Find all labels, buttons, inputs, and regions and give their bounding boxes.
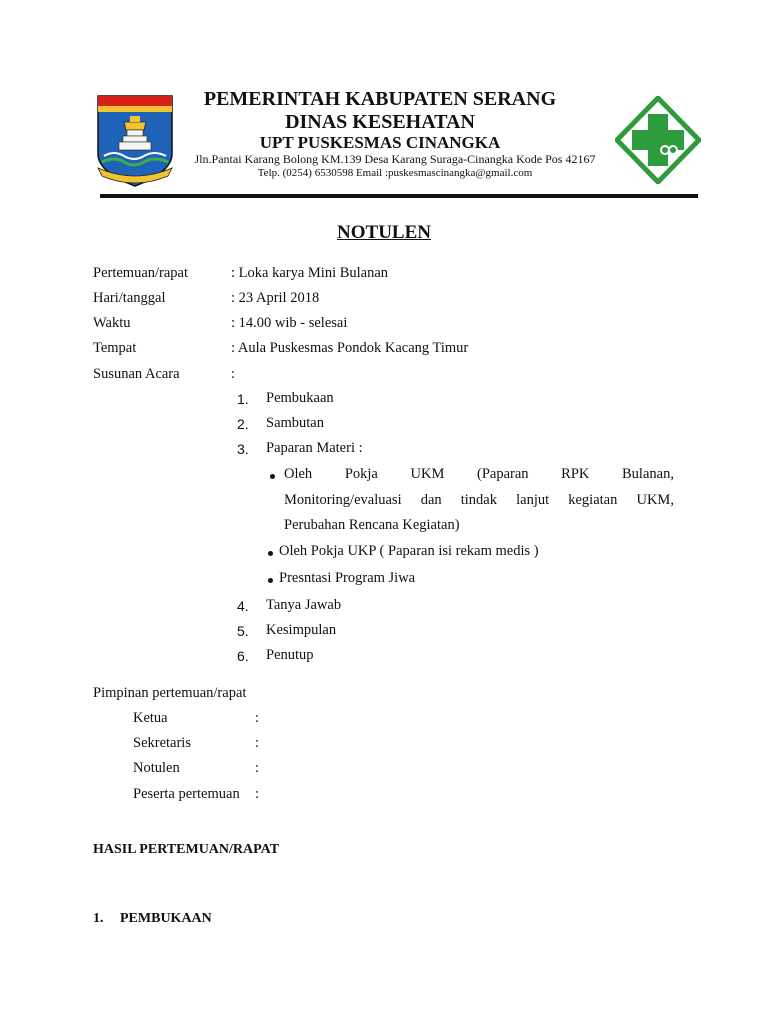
leader-label-notetaker: Notulen (133, 760, 180, 776)
bullet-1-line-1: Oleh Pokja UKM (Paparan RPK Bulanan, (284, 466, 674, 482)
section-title: PEMBUKAAN (120, 911, 212, 926)
agenda-number: 1. (237, 391, 249, 407)
bullet-1-line-3: Perubahan Rencana Kegiatan) (284, 517, 460, 533)
leader-colon: : (255, 786, 260, 802)
results-heading: HASIL PERTEMUAN/RAPAT (93, 842, 280, 857)
header-institution: UPT PUSKESMAS CINANGKA (259, 133, 501, 152)
bullet-dot (270, 474, 275, 479)
bullet-dot (268, 578, 273, 583)
agenda-item: Kesimpulan (266, 622, 337, 638)
leaders-heading: Pimpinan pertemuan/rapat (93, 685, 247, 701)
puskesmas-cross-logo (615, 96, 701, 184)
info-label-meeting: Pertemuan/rapat (93, 265, 189, 281)
info-label-place: Tempat (93, 340, 137, 356)
bullet-2-text: Oleh Pokja UKP ( Paparan isi rekam medis ) (279, 543, 539, 559)
section-number: 1. (93, 911, 104, 926)
leader-colon: : (255, 760, 260, 776)
agenda-number: 4. (237, 598, 249, 614)
leader-label-participants: Peserta pertemuan (133, 786, 240, 802)
leader-colon: : (255, 735, 260, 751)
agenda-number: 2. (237, 416, 249, 432)
info-value-date: : 23 April 2018 (231, 290, 320, 306)
info-label-time: Waktu (93, 315, 131, 331)
info-value-agenda: : (231, 366, 236, 382)
agenda-item: Penutup (266, 647, 314, 663)
agenda-item: Tanya Jawab (266, 597, 342, 613)
agenda-item: Paparan Materi : (266, 440, 363, 456)
bullet-1-line-2: Monitoring/evaluasi dan tindak lanjut kegiatan UKM, (284, 492, 674, 508)
info-value-time: : 14.00 wib - selesai (231, 315, 348, 331)
header-contact: Telp. (0254) 6530598 Email :puskesmascinangka@gmail.com (257, 167, 533, 179)
agenda-number: 5. (237, 623, 249, 639)
bullet-dot (268, 551, 273, 556)
agenda-number: 3. (237, 441, 249, 457)
leader-label-chair: Ketua (133, 710, 168, 726)
leader-colon: : (255, 710, 260, 726)
agenda-item: Sambutan (266, 415, 324, 431)
header-divider (100, 194, 698, 198)
leader-label-secretary: Sekretaris (133, 735, 191, 751)
agenda-number: 6. (237, 648, 249, 664)
agenda-item: Pembukaan (266, 390, 334, 406)
header-department: DINAS KESEHATAN (285, 111, 475, 133)
info-label-agenda: Susunan Acara (93, 366, 180, 382)
header-address: Jln.Pantai Karang Bolong KM.139 Desa Karang Suraga-Cinangka Kode Pos 42167 (194, 152, 596, 166)
header-government: PEMERINTAH KABUPATEN SERANG (203, 88, 557, 110)
document-title: NOTULEN (337, 222, 431, 243)
info-label-date: Hari/tanggal (93, 290, 166, 306)
bullet-3-text: Presntasi Program Jiwa (279, 570, 416, 586)
info-value-meeting: : Loka karya Mini Bulanan (231, 265, 389, 281)
info-value-place: : Aula Puskesmas Pondok Kacang Timur (231, 340, 469, 356)
regency-crest-logo (94, 92, 176, 190)
